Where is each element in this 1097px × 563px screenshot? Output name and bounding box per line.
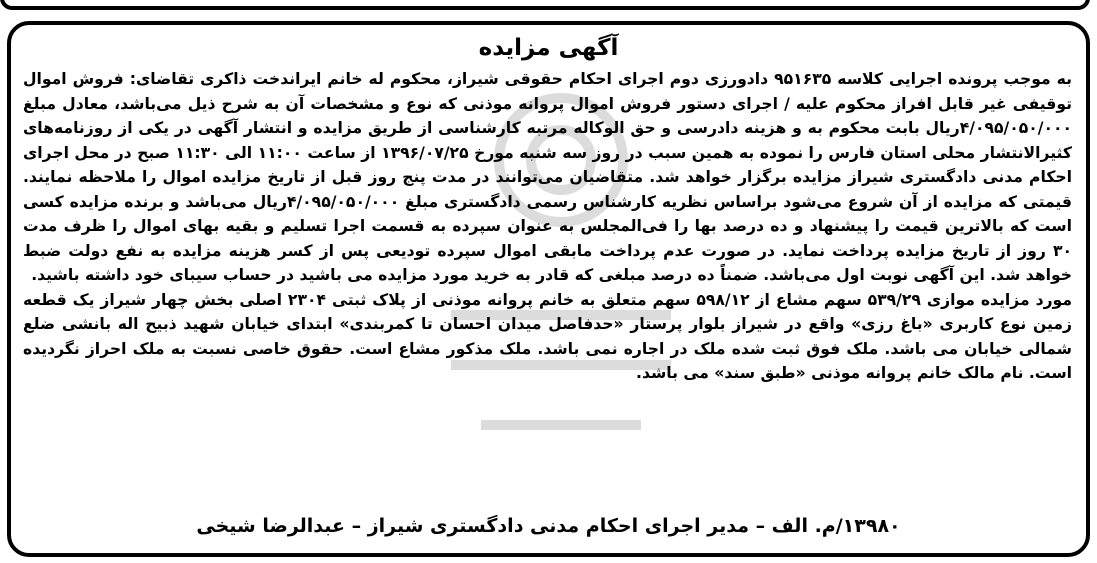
notice-body [23, 67, 1072, 386]
auction-terms-paragraph: به موجب پرونده اجرایی کلاسه ۹۵۱۶۳۵ دادورزی دوم اجرای احکام حقوقی شیراز، محکوم له خانم ایراندخت ذاکری تقاضای: فروش اموال توقیفی غیر قابل افراز محکوم علیه / اجرای دستور فروش اموال پروانه موذنی که نوع و مشخصات آن به شرح ذیل می‌باشد، معادل مبلغ ۴/۰۹۵/۰۵۰/۰۰۰ریال بابت محکوم به و هزینه دادرسی و حق الوکاله مرتبه کارشناسی از طریق مزایده و انتشار آگهی در یکی از روزنامه‌های کثیرالانتشار محلی استان فارس را نموده به همین سبب در روز سه شنبه مورخ ۱۳۹۶/۰۷/۲۵ از ساعت ۱۱:۰۰ الی ۱۱:۳۰ صبح در محل اجرای احکام مدنی دادگستری شیراز مزایده برگزار خواهد شد. متقاضیان می‌توانند در مدت پنج روز قبل از تاریخ مزایده اموال را ملاحظه نمایند. قیمتی که مزایده از آن شروع می‌شود براساس نظریه کارشناس رسمی دادگستری مبلغ ۴/۰۹۵/۰۵۰/۰۰۰ریال می‌باشد و برنده مزایده کسی است که بالاترین قیمت را پیشنهاد و ده درصد بها را فی‌المجلس به عنوان سپرده به قسمت اجرا تسلیم و بقیه بهای اموال را ظرف مدت ۳۰ روز از تاریخ مزایده پرداخت نماید. در صورت عدم پرداخت مابقی اموال سپرده تودیعی پس از کسر هزینه مزایده به نفع دولت ضبط خواهد شد. این آگهی نوبت اول می‌باشد. ضمناً ده درصد مبلغی که قادر به خرید مورد مزایده می باشید در حساب سیبای خود داشته باشید. [23, 70, 1072, 284]
previous-notice-border [0, 0, 1090, 10]
property-description-paragraph: مورد مزایده موازی ۵۳۹/۲۹ سهم مشاع از ۵۹۸/۱۲ سهم متعلق به خانم پروانه موذنی از پلاک ثبتی ۲۳۰۴ اصلی بخش چهار شیراز یک قطعه زمین نوع کاربری «باغ رزی» واقع در شیراز بلوار پرستار «حدفاصل میدان احسان تا کمربندی» ابتدای خیابان شهید ذبیح اله بانشی ضلع شمالی خیابان می باشد. ملک فوق ثبت شده ملک در اجاره نمی باشد. ملک مذکور مشاع است. حقوق خاصی نسبت به ملک احراز نگردیده است. نام مالک خانم پروانه موذنی «طبق سند» می باشد. [23, 290, 1072, 382]
auction-notice-frame [7, 21, 1090, 557]
notice-signature: ۱۳۹۸۰/م. الف – مدیر اجرای احکام مدنی دادگستری شیراز – عبدالرضا شیخی [196, 515, 901, 537]
notice-title: آگهی مزایده [478, 35, 619, 61]
